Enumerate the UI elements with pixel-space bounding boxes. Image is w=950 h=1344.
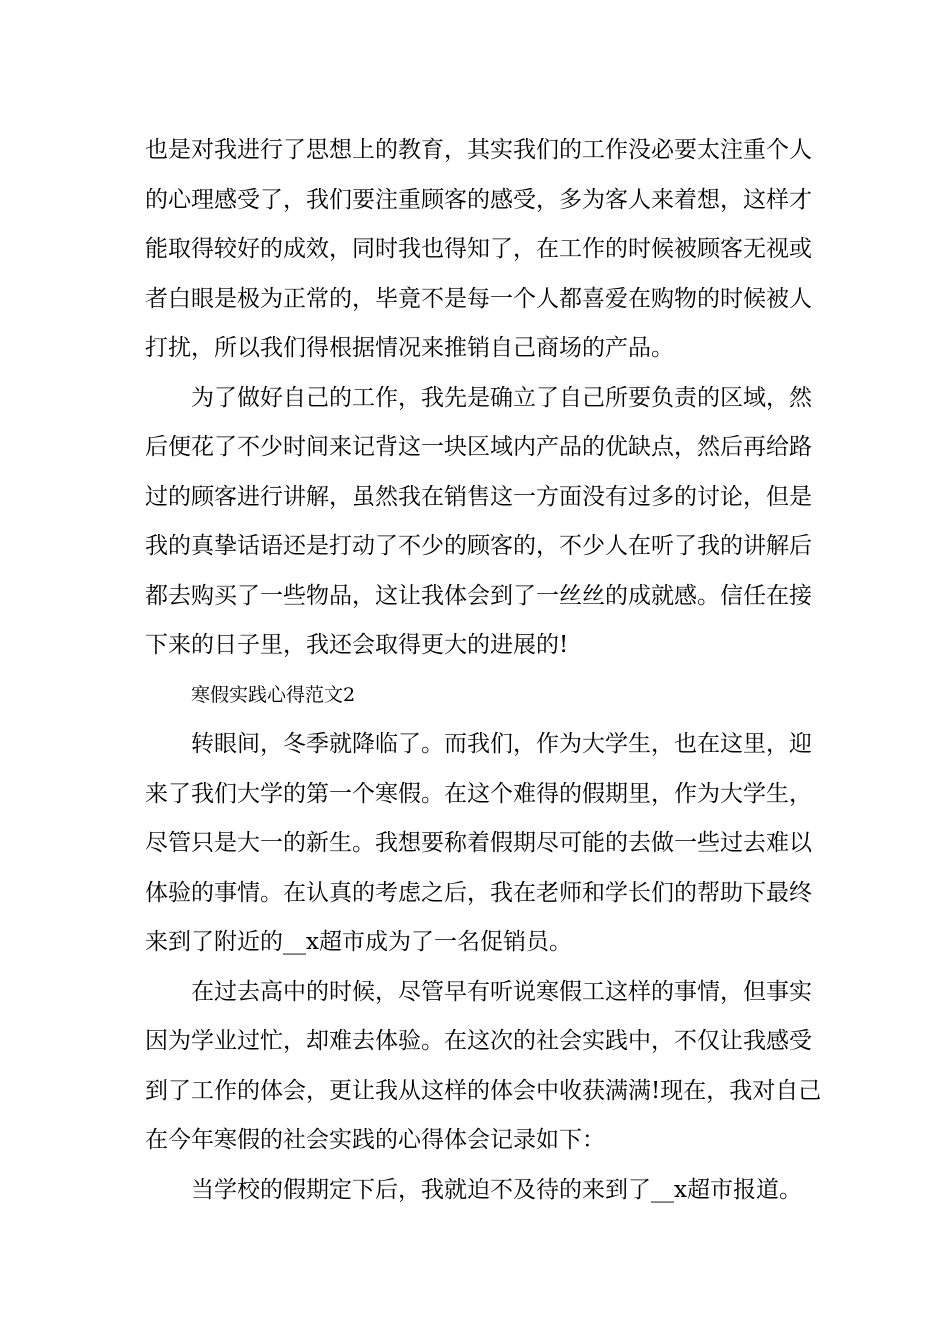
text-line: 者白眼是极为正常的，毕竟不是每一个人都喜爱在购物的时候被人 <box>145 285 812 312</box>
text-line: 都去购买了一些物品，这让我体会到了一丝丝的成就感。信任在接 <box>145 582 812 609</box>
text-line: 过的顾客进行讲解，虽然我在销售这一方面没有过多的讨论，但是 <box>145 483 812 510</box>
text-line: 也是对我进行了思想上的教育，其实我们的工作没必要太注重个人 <box>145 137 812 163</box>
text-line: 因为学业过忙，却难去体验。在这次的社会实践中，不仅让我感受 <box>145 1028 812 1054</box>
section-heading: 寒假实践心得范文2 <box>191 683 356 706</box>
text-line: 的心理感受了，我们要注重顾客的感受，多为客人来着想，这样才 <box>145 186 812 213</box>
text-line: 来了我们大学的第一个寒假。在这个难得的假期里，作为大学生， <box>145 780 812 807</box>
text-line: 下来的日子里，我还会取得更大的进展的! <box>145 632 569 658</box>
text-line: 打扰，所以我们得根据情况来推销自己商场的产品。 <box>145 335 674 361</box>
document-body <box>145 126 822 1215</box>
text-line: 在今年寒假的社会实践的心得体会记录如下： <box>145 1127 605 1153</box>
text-line: 尽管只是大一的新生。我想要称着假期尽可能的去做一些过去难以 <box>145 830 812 856</box>
text-line: 到了工作的体会，更让我从这样的体会中收获满满!现在，我对自己 <box>145 1077 822 1104</box>
text-line: 在过去高中的时候，尽管早有听说寒假工这样的事情，但事实 <box>191 978 812 1005</box>
text-line: 体验的事情。在认真的考虑之后，我在老师和学长们的帮助下最终 <box>145 879 812 906</box>
text-line: 转眼间，冬季就降临了。而我们，作为大学生，也在这里，迎 <box>191 731 812 757</box>
text-line: 当学校的假期定下后，我就迫不及待的来到了__x超市报道。 <box>191 1176 802 1203</box>
text-line: 为了做好自己的工作，我先是确立了自己所要负责的区域，然 <box>191 384 812 411</box>
text-line: 能取得较好的成效，同时我也得知了，在工作的时候被顾客无视或 <box>145 236 812 262</box>
text-line: 我的真挚话语还是打动了不少的顾客的，不少人在听了我的讲解后 <box>145 533 812 559</box>
text-line: 来到了附近的__x超市成为了一名促销员。 <box>145 929 572 955</box>
text-line: 后便花了不少时间来记背这一块区域内产品的优缺点，然后再给路 <box>145 434 812 460</box>
